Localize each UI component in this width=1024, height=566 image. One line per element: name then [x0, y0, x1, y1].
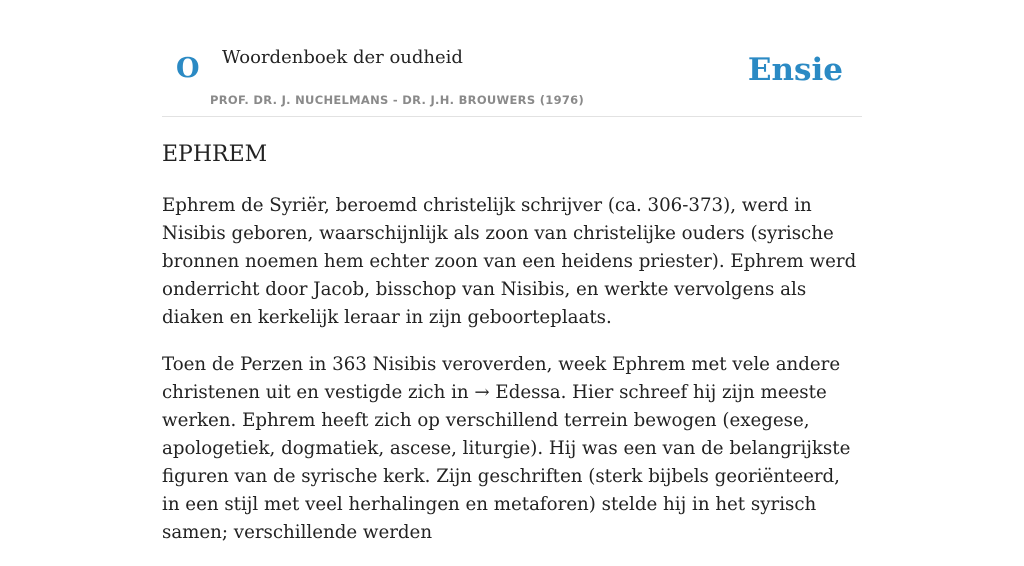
- book-title-link[interactable]: Woordenboek der oudheid: [222, 47, 463, 68]
- ensie-logo[interactable]: Ensie: [747, 52, 843, 88]
- entry-paragraph: [162, 351, 862, 547]
- paragraph-text: . Hier schreef hij zijn meeste werken. Ephrem heeft zich op verschillend terrein bewogen (exegese, apologetiek, dogmatiek, ascese, liturgie). Hij was een van de belangrijkste figuren van de syrische kerk. Zijn geschriften (sterk bijbels georiënteerd, in een stijl met veel herhalingen en metaforen) stelde hij in het syrisch samen; verschillende werden: [162, 382, 851, 543]
- book-letter-logo[interactable]: O: [176, 53, 200, 84]
- entry-paragraph: Ephrem de Syriër, beroemd christelijk schrijver (ca. 306-373), werd in Nisibis geboren, waarschijnlijk als zoon van christelijke ouders (syrische bronnen noemen hem echter zoon van een heidens priester). Ephrem werd onderricht door Jacob, bisschop van Nisibis, en werkte vervolgens als diaken en kerkelijk leraar in zijn geboorteplaats.: [162, 195, 857, 328]
- entry-body: [162, 192, 862, 566]
- book-authors: PROF. DR. J. NUCHELMANS - DR. J.H. BROUWERS (1976): [210, 93, 585, 107]
- page: [162, 0, 862, 543]
- paragraph-text: Toen de Perzen in 363 Nisibis veroverden, week Ephrem met vele andere christenen uit en vestigde zich in: [162, 354, 841, 403]
- entry-title: EPHREM: [162, 142, 268, 167]
- book-header: [162, 0, 862, 117]
- edessa-link[interactable]: → Edessa: [474, 382, 561, 403]
